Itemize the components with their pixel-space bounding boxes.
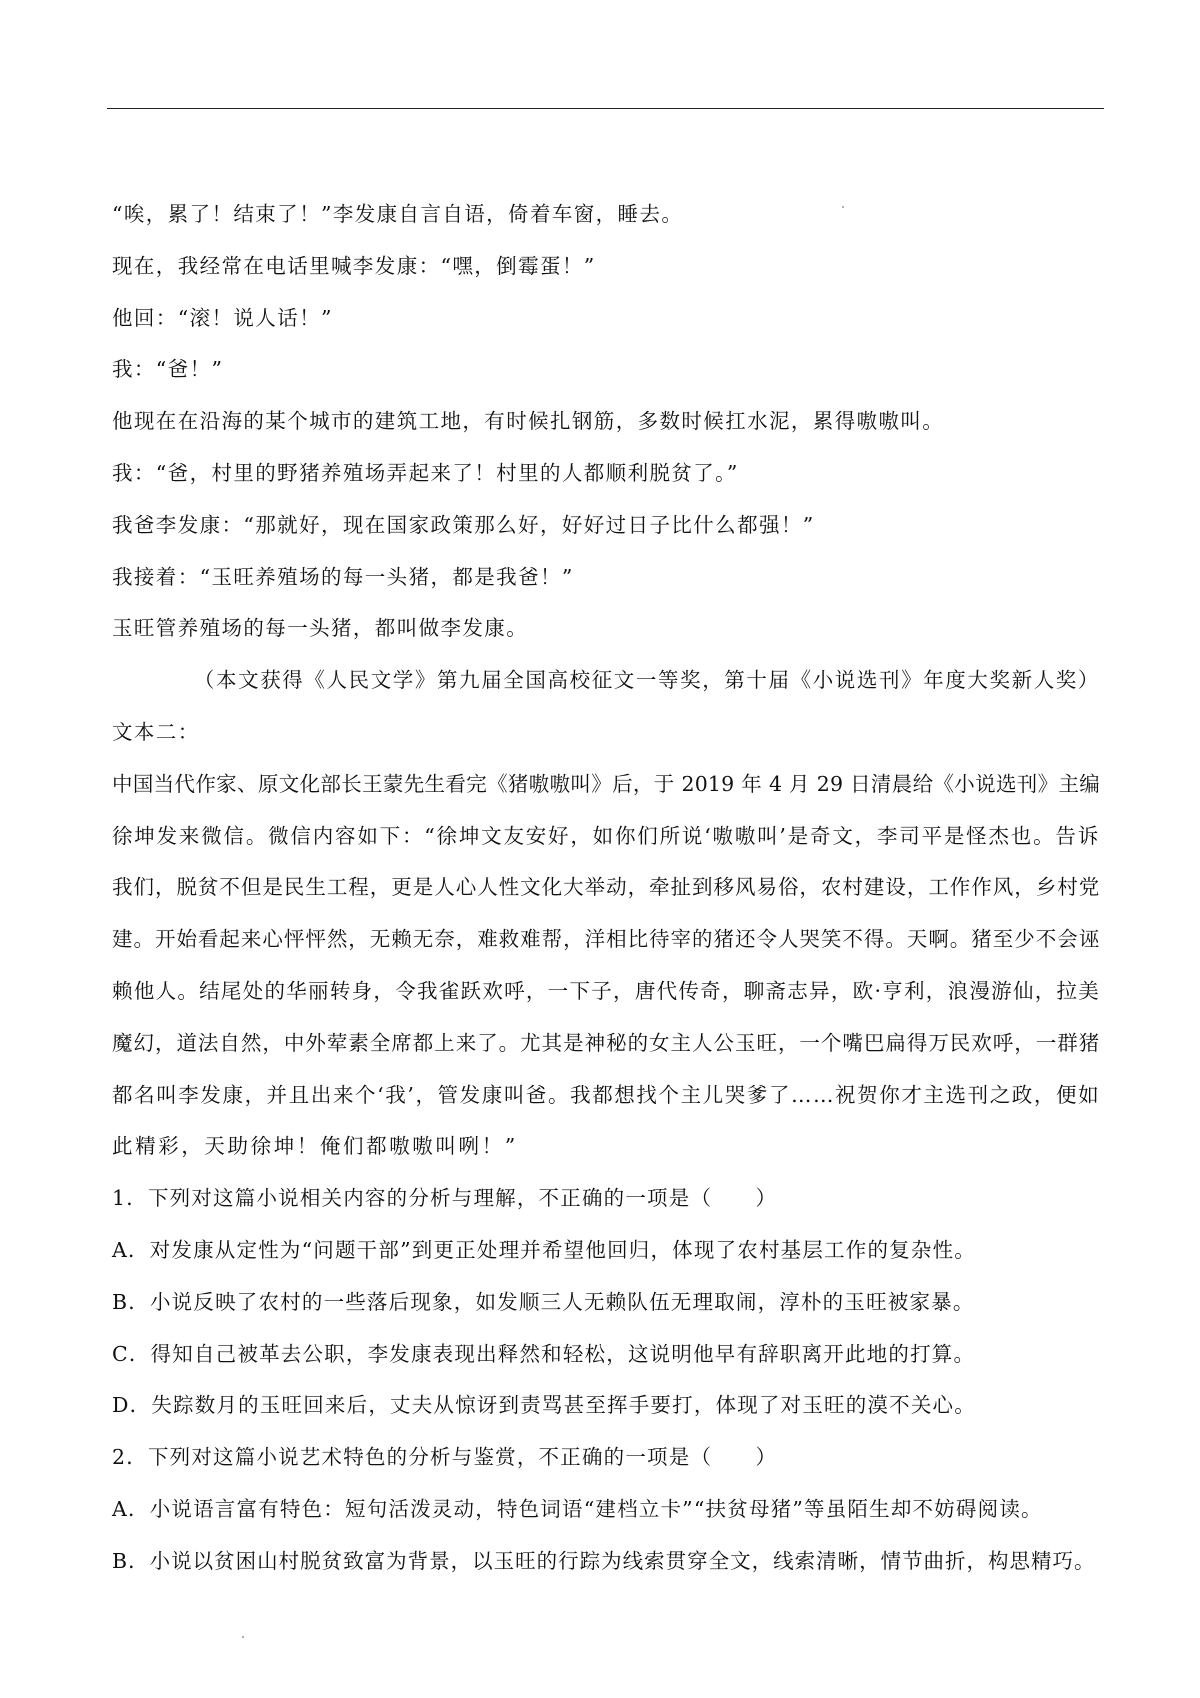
paragraph-line: 徐坤发来微信。微信内容如下：“徐坤文友安好，如你们所说‘嗷嗷叫’是奇文，李司平是怪杰也。告诉 [112, 823, 1100, 848]
scan-speck [242, 1636, 244, 1638]
story-line: 我：“爸！” [112, 357, 224, 382]
story-line: “唉，累了！结束了！”李发康自言自语，倚着车窗，睡去。 [112, 202, 684, 226]
question-1-option-a: A．对发康从定性为“问题干部”到更正处理并希望他回归，体现了农村基层工作的复杂性。 [112, 1237, 976, 1262]
question-1-option-b: B．小说反映了农村的一些落后现象，如发顺三人无赖队伍无理取闹，淳朴的玉旺被家暴。 [112, 1289, 975, 1314]
question-2-option-b: B．小说以贫困山村脱贫致富为背景，以玉旺的行踪为线索贯穿全文，线索清晰，情节曲折，构思精巧。 [112, 1548, 1096, 1573]
section-heading: 文本二： [112, 719, 200, 744]
paragraph-line: 魔幻，道法自然，中外荤素全席都上来了。尤其是神秘的女主人公玉旺，一个嘴巴扁得万民欢呼，一群猪 [112, 1030, 1100, 1055]
question-1-stem: 1．下列对这篇小说相关内容的分析与理解，不正确的一项是（ ） [112, 1186, 778, 1211]
question-2-option-a: A．小说语言富有特色：短句活泼灵动，特色词语“建档立卡”“扶贫母猪”等虽陌生却不妨碍阅读。 [112, 1496, 1043, 1521]
story-line: 他现在在沿海的某个城市的建筑工地，有时候扎钢筋，多数时候扛水泥，累得嗷嗷叫。 [112, 409, 945, 434]
paragraph-line: 赖他人。结尾处的华丽转身，令我雀跃欢呼，一下子，唐代传奇，聊斋志异，欧·亨利，浪漫游仙，拉美 [112, 978, 1100, 1003]
story-line: 我接着：“玉旺养殖场的每一头猪，都是我爸！” [112, 564, 574, 589]
question-2-stem: 2．下列对这篇小说艺术特色的分析与鉴赏，不正确的一项是（ ） [112, 1445, 778, 1470]
award-note: （本文获得《人民文学》第九届全国高校征文一等奖，第十届《小说选刊》年度大奖新人奖） [193, 668, 1100, 693]
paragraph-line: 此精彩，天助徐坤！俺们都嗷嗷叫咧！” [112, 1134, 518, 1159]
story-line: 我爸李发康：“那就好，现在国家政策那么好，好好过日子比什么都强！” [112, 512, 815, 537]
paragraph-line: 中国当代作家、原文化部长王蒙先生看完《猪嗷嗷叫》后，于 2019 年 4 月 29 日清晨给《小说选刊》主编 [112, 771, 1100, 796]
story-line: 现在，我经常在电话里喊李发康：“嘿，倒霉蛋！” [112, 253, 596, 278]
paragraph-line: 我们，脱贫不但是民生工程，更是人心人性文化大举动，牵扯到移风易俗，农村建设，工作作风，乡村党 [112, 875, 1100, 900]
question-1-option-d: D．失踪数月的玉旺回来后，丈夫从惊讶到责骂甚至挥手要打，体现了对玉旺的漠不关心。 [112, 1393, 976, 1418]
document-body [112, 198, 1100, 1597]
story-line: 玉旺管养殖场的每一头猪，都叫做李发康。 [112, 616, 529, 641]
paragraph-line: 都名叫李发康，并且出来个‘我’，管发康叫爸。我都想找个主儿哭爹了……祝贺你才主选刊之政，便如 [112, 1082, 1100, 1107]
story-line: 他回：“滚！说人话！” [112, 305, 333, 330]
paragraph-line: 建。开始看起来心怦怦然，无赖无奈，难救难帮，洋相比待宰的猪还令人哭笑不得。天啊。猪至少不会诬 [112, 927, 1100, 952]
story-line: 我：“爸，村里的野猪养殖场弄起来了！村里的人都顺利脱贫了。” [112, 460, 739, 485]
question-1-option-c: C．得知自己被革去公职，李发康表现出释然和轻松，这说明他早有辞职离开此地的打算。 [112, 1341, 976, 1366]
header-rule [107, 108, 1104, 109]
